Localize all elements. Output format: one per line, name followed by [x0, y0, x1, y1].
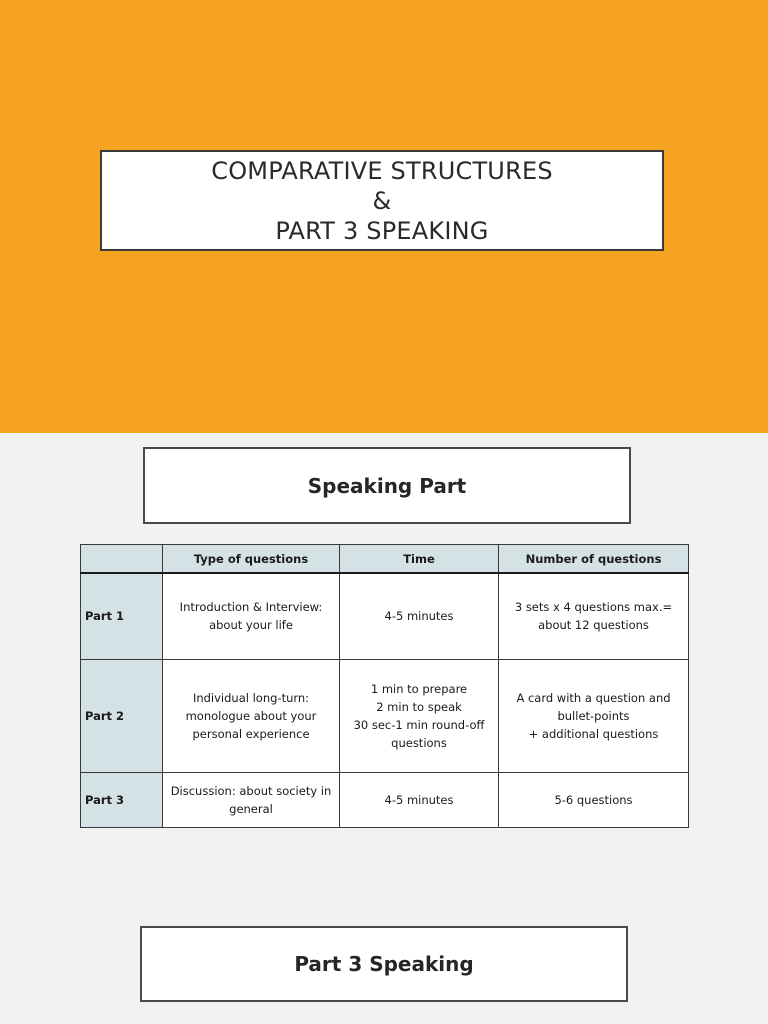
- cell-line: bullet-points: [557, 708, 630, 723]
- title-slide: [0, 0, 768, 433]
- header-blank: [81, 545, 163, 574]
- cell-line: 4-5 minutes: [384, 609, 454, 624]
- cell-line: 3 sets x 4 questions max.=: [514, 600, 673, 615]
- cell-line: questions: [391, 735, 447, 750]
- header-type-of-questions: Type of questions: [163, 545, 340, 574]
- number-cell: [499, 659, 689, 772]
- title-line-3: PART 3 SPEAKING: [275, 216, 489, 245]
- title-box: [100, 150, 664, 251]
- part-3-speaking-heading: Part 3 Speaking: [140, 926, 628, 1002]
- cell-line: Introduction & Interview:: [179, 600, 323, 615]
- table-header-row: [81, 545, 689, 574]
- cell-line: + additional questions: [528, 726, 659, 741]
- table-row: [81, 772, 689, 827]
- cell-line: 2 min to speak: [376, 699, 462, 714]
- row-label-part-2: Part 2: [81, 659, 163, 772]
- cell-line: monologue about your: [185, 708, 317, 723]
- time-cell: [340, 659, 499, 772]
- row-label-part-1: Part 1: [81, 573, 163, 659]
- cell-line: general: [229, 801, 273, 816]
- cell-line: 4-5 minutes: [384, 792, 454, 807]
- cell-line: Individual long-turn:: [192, 690, 310, 705]
- cell-line: A card with a question and: [516, 690, 671, 705]
- cell-line: personal experience: [192, 726, 310, 741]
- header-number-of-questions: Number of questions: [499, 545, 689, 574]
- type-cell: [163, 573, 340, 659]
- type-cell: [163, 772, 340, 827]
- type-cell: [163, 659, 340, 772]
- cell-line: Discussion: about society in: [170, 783, 332, 798]
- title-line-1: COMPARATIVE STRUCTURES: [211, 156, 553, 185]
- header-time: Time: [340, 545, 499, 574]
- title-line-2: &: [372, 186, 392, 215]
- speaking-part-slide: [0, 433, 768, 853]
- speaking-part-heading: Speaking Part: [143, 447, 631, 524]
- cell-line: about 12 questions: [538, 618, 649, 633]
- cell-line: 30 sec-1 min round-off: [353, 717, 485, 732]
- cell-line: 5-6 questions: [554, 792, 633, 807]
- number-cell: [499, 772, 689, 827]
- table-row: [81, 659, 689, 772]
- speaking-parts-table: [80, 544, 689, 828]
- number-cell: [499, 573, 689, 659]
- time-cell: [340, 573, 499, 659]
- table-row: [81, 573, 689, 659]
- cell-line: 1 min to prepare: [370, 681, 468, 696]
- time-cell: [340, 772, 499, 827]
- row-label-part-3: Part 3: [81, 772, 163, 827]
- cell-line: about your life: [209, 618, 293, 633]
